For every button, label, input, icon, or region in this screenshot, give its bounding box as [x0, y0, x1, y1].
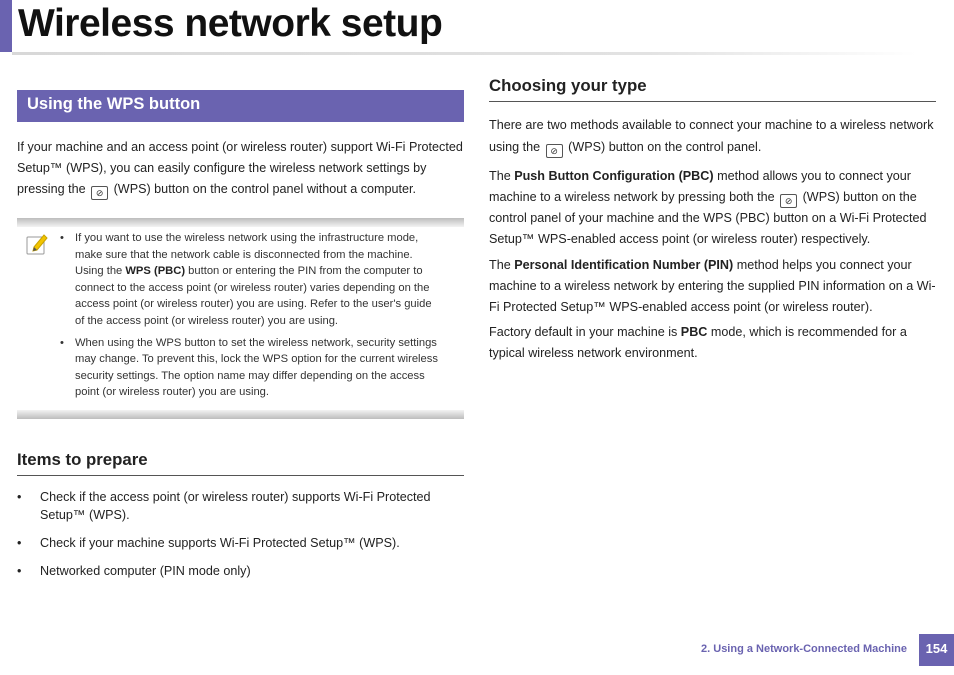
paragraph-default: Factory default in your machine is PBC mode, which is recommended for a typical wireless network environment.: [489, 325, 907, 360]
section-header-text: Using the WPS button: [27, 95, 201, 113]
page-number-badge: 154: [919, 634, 954, 666]
footer-chapter-link[interactable]: 2. Using a Network-Connected Machine: [701, 643, 907, 655]
note-top-border: [17, 218, 464, 227]
intro-line-1: If your machine and an access point (or wireless router) support Wi-Fi Protected: [17, 140, 463, 154]
paragraph-methods: There are two methods available to connect your machine to a wireless network using the ⊘ (WPS) button on the control panel.: [489, 118, 934, 156]
paragraph-pin: The Personal Identification Number (PIN) method helps you connect your machine to a wireless network by entering the supplied PIN information on a Wi- Fi Protected Setup™ WPS-enabled access point (or wireless router).: [489, 258, 936, 314]
section-header-bar: [17, 90, 464, 122]
items-heading-rule: [17, 475, 464, 476]
list-item: • Check if the access point (or wireless router) supports Wi-Fi Protected Setup™ (WPS).: [17, 488, 464, 524]
note-list: [75, 230, 465, 406]
choosing-type-heading: Choosing your type: [489, 76, 647, 95]
wps-button-icon: ⊘: [780, 194, 797, 208]
title-accent-bar: [0, 0, 12, 52]
note-box: [17, 218, 464, 419]
title-divider: [12, 52, 917, 55]
list-item: • Check if your machine supports Wi-Fi Protected Setup™ (WPS).: [17, 534, 464, 552]
intro-line-3: pressing the ⊘ (WPS) button on the control panel without a computer.: [17, 182, 417, 198]
intro-paragraph: [17, 137, 467, 200]
wps-button-icon: ⊘: [91, 186, 108, 200]
note-item: • When using the WPS button to set the wireless network, security settings may change. To prevent this, lock the WPS option for the current wireless security settings. The option name may differ depending on the access point (or wireless router) you are using.: [75, 335, 465, 401]
items-to-prepare-heading: Items to prepare: [17, 450, 148, 469]
intro-line-2: Setup™ (WPS), you can easily configure the wireless network settings by: [17, 161, 427, 175]
choosing-heading-rule: [489, 101, 936, 102]
note-item: • If you want to use the wireless network using the infrastructure mode, make sure that the network cable is disconnected from the machine. Using the WPS (PBC) button or entering the PIN from the computer to connect to the access point (or wireless router) varies depending on the access point (or wireless router) you are using. Refer to the user's guide of the access point (or wireless router) you are using.: [75, 230, 465, 330]
note-pencil-icon: [25, 232, 49, 256]
note-bottom-border: [17, 410, 464, 419]
wps-button-icon: ⊘: [546, 144, 563, 158]
page-title: Wireless network setup: [18, 2, 443, 45]
list-item: • Networked computer (PIN mode only): [17, 562, 464, 580]
paragraph-pbc: The Push Button Configuration (PBC) method allows you to connect your machine to a wireless network by pressing both the ⊘ (WPS) button on the control panel of your machine and the WPS (PBC) button on a Wi-Fi Protected Setup™ WPS-enabled access point (or wireless router) respectively.: [489, 169, 927, 246]
prepare-list: [17, 488, 464, 590]
